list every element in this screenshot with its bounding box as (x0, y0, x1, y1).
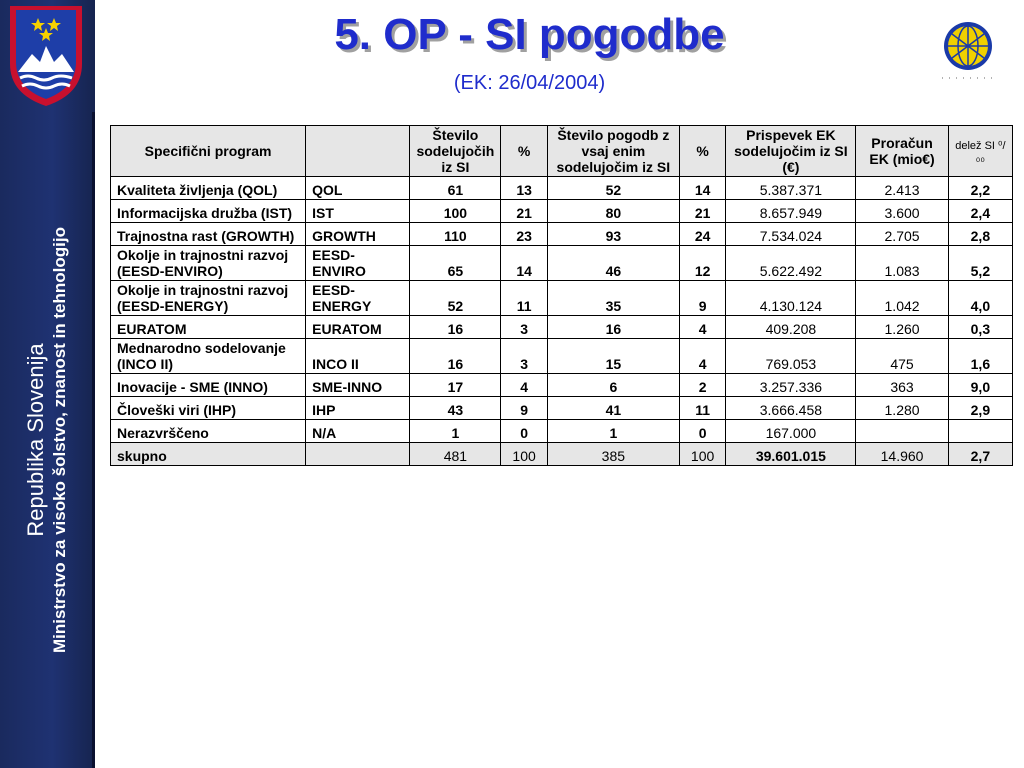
program-cell: Mednarodno sodelovanje (INCO II) (111, 339, 306, 374)
table-row (111, 281, 1013, 316)
pct-participants-cell: 21 (501, 200, 548, 223)
code-cell: IHP (306, 397, 410, 420)
table-total-row (111, 443, 1013, 466)
contribution-cell: 769.053 (726, 339, 856, 374)
program-cell: Nerazvrščeno (111, 420, 306, 443)
pct-contracts-cell: 11 (679, 397, 726, 420)
pct-contracts-cell: 9 (679, 281, 726, 316)
share-cell: 0,3 (948, 316, 1012, 339)
share-cell: 2,9 (948, 397, 1012, 420)
program-cell: Informacijska družba (IST) (111, 200, 306, 223)
contracts-cell: 6 (547, 374, 679, 397)
budget-cell: 1.280 (856, 397, 948, 420)
sidebar-divider (92, 112, 95, 768)
total-budget-cell: 14.960 (856, 443, 948, 466)
pct-participants-cell: 0 (501, 420, 548, 443)
table-row (111, 374, 1013, 397)
pct-contracts-cell: 4 (679, 339, 726, 374)
code-cell: GROWTH (306, 223, 410, 246)
contracts-cell: 1 (547, 420, 679, 443)
contribution-cell: 409.208 (726, 316, 856, 339)
pct-contracts-cell: 21 (679, 200, 726, 223)
contracts-cell: 52 (547, 177, 679, 200)
header-participants (410, 126, 501, 177)
participants-cell: 1 (410, 420, 501, 443)
share-cell: 9,0 (948, 374, 1012, 397)
pct-participants-cell: 11 (501, 281, 548, 316)
budget-cell: 2.413 (856, 177, 948, 200)
table-row (111, 223, 1013, 246)
sidebar-country-label: Republika Slovenija (23, 343, 48, 537)
program-cell: Inovacije - SME (INNO) (111, 374, 306, 397)
contracts-cell: 93 (547, 223, 679, 246)
participants-cell: 17 (410, 374, 501, 397)
header-program: Specifični program (111, 126, 306, 177)
pct-contracts-cell: 2 (679, 374, 726, 397)
code-cell: QOL (306, 177, 410, 200)
table-row (111, 339, 1013, 374)
sidebar-ministry-label: Ministrstvo za visoko šolstvo, znanost in tehnologijo (50, 227, 69, 653)
contracts-table (110, 125, 1013, 466)
pct-participants-cell: 4 (501, 374, 548, 397)
slovenia-coat-of-arms-icon (4, 2, 88, 110)
header-code (306, 126, 410, 177)
contribution-cell: 167.000 (726, 420, 856, 443)
contribution-cell: 3.666.458 (726, 397, 856, 420)
pct-participants-cell: 9 (501, 397, 548, 420)
budget-cell: 1.042 (856, 281, 948, 316)
table-body (111, 177, 1013, 466)
contribution-cell: 3.257.336 (726, 374, 856, 397)
program-cell: EURATOM (111, 316, 306, 339)
participants-cell: 16 (410, 316, 501, 339)
pct-participants-cell: 13 (501, 177, 548, 200)
contribution-cell: 8.657.949 (726, 200, 856, 223)
code-cell: INCO II (306, 339, 410, 374)
pct-participants-cell: 14 (501, 246, 548, 281)
share-cell: 5,2 (948, 246, 1012, 281)
total-contribution-cell: 39.601.015 (726, 443, 856, 466)
contribution-cell: 7.534.024 (726, 223, 856, 246)
total-program-cell: skupno (111, 443, 306, 466)
contracts-cell: 35 (547, 281, 679, 316)
budget-cell: 3.600 (856, 200, 948, 223)
participants-cell: 16 (410, 339, 501, 374)
pct-contracts-cell: 4 (679, 316, 726, 339)
header-pct2: % (679, 126, 726, 177)
participants-cell: 52 (410, 281, 501, 316)
program-cell: Kvaliteta življenja (QOL) (111, 177, 306, 200)
budget-cell: 1.260 (856, 316, 948, 339)
table-row (111, 177, 1013, 200)
header-pct1: % (501, 126, 548, 177)
total-code-cell (306, 443, 410, 466)
header-contribution: Prispevek EK sodelujočim iz SI (€) (726, 126, 856, 177)
participants-cell: 110 (410, 223, 501, 246)
contracts-cell: 41 (547, 397, 679, 420)
contracts-cell: 46 (547, 246, 679, 281)
total-participants-cell: 481 (410, 443, 501, 466)
header-share: delež SI ⁰/₀₀ (948, 126, 1012, 177)
budget-cell: 2.705 (856, 223, 948, 246)
total-share-cell: 2,7 (948, 443, 1012, 466)
sidebar (0, 0, 95, 768)
code-cell: EESD-ENERGY (306, 281, 410, 316)
contribution-cell: 4.130.124 (726, 281, 856, 316)
share-cell (948, 420, 1012, 443)
header-contracts (547, 126, 679, 177)
code-cell: N/A (306, 420, 410, 443)
code-cell: EURATOM (306, 316, 410, 339)
program-cell: Okolje in trajnostni razvoj (EESD-ENVIRO) (111, 246, 306, 281)
table-row (111, 246, 1013, 281)
participants-cell: 43 (410, 397, 501, 420)
pct-participants-cell: 3 (501, 316, 548, 339)
sidebar-vertical-text (23, 160, 71, 720)
pct-contracts-cell: 12 (679, 246, 726, 281)
page-title: 5. OP - SI pogodbe (334, 10, 725, 59)
pct-participants-cell: 3 (501, 339, 548, 374)
program-cell: Človeški viri (IHP) (111, 397, 306, 420)
pct-contracts-cell: 0 (679, 420, 726, 443)
header-participants-label: Število sodelujočih iz SI (416, 127, 495, 175)
budget-cell (856, 420, 948, 443)
contracts-cell: 16 (547, 316, 679, 339)
table-row (111, 397, 1013, 420)
total-pct-contracts-cell: 100 (679, 443, 726, 466)
budget-cell: 475 (856, 339, 948, 374)
share-cell: 2,2 (948, 177, 1012, 200)
pct-contracts-cell: 24 (679, 223, 726, 246)
budget-cell: 1.083 (856, 246, 948, 281)
contracts-cell: 80 (547, 200, 679, 223)
budget-cell: 363 (856, 374, 948, 397)
code-cell: SME-INNO (306, 374, 410, 397)
pct-participants-cell: 23 (501, 223, 548, 246)
header-budget: Proračun EK (mio€) (856, 126, 948, 177)
participants-cell: 65 (410, 246, 501, 281)
share-cell: 2,8 (948, 223, 1012, 246)
participants-cell: 100 (410, 200, 501, 223)
share-cell: 4,0 (948, 281, 1012, 316)
participants-cell: 61 (410, 177, 501, 200)
contribution-cell: 5.387.371 (726, 177, 856, 200)
total-contracts-cell: 385 (547, 443, 679, 466)
table-row (111, 316, 1013, 339)
contracts-cell: 15 (547, 339, 679, 374)
table-row (111, 420, 1013, 443)
globe-logo-icon (938, 18, 998, 82)
share-cell: 2,4 (948, 200, 1012, 223)
pct-contracts-cell: 14 (679, 177, 726, 200)
table-header-row (111, 126, 1013, 177)
code-cell: IST (306, 200, 410, 223)
page-subtitle: (EK: 26/04/2004) (453, 72, 606, 94)
code-cell: EESD-ENVIRO (306, 246, 410, 281)
contribution-cell: 5.622.492 (726, 246, 856, 281)
header-contracts-label: Število pogodb z vsaj enim sodelujočim iz SI (556, 127, 671, 175)
table-row (111, 200, 1013, 223)
program-cell: Okolje in trajnostni razvoj (EESD-ENERGY) (111, 281, 306, 316)
share-cell: 1,6 (948, 339, 1012, 374)
program-cell: Trajnostna rast (GROWTH) (111, 223, 306, 246)
total-pct-participants-cell: 100 (501, 443, 548, 466)
